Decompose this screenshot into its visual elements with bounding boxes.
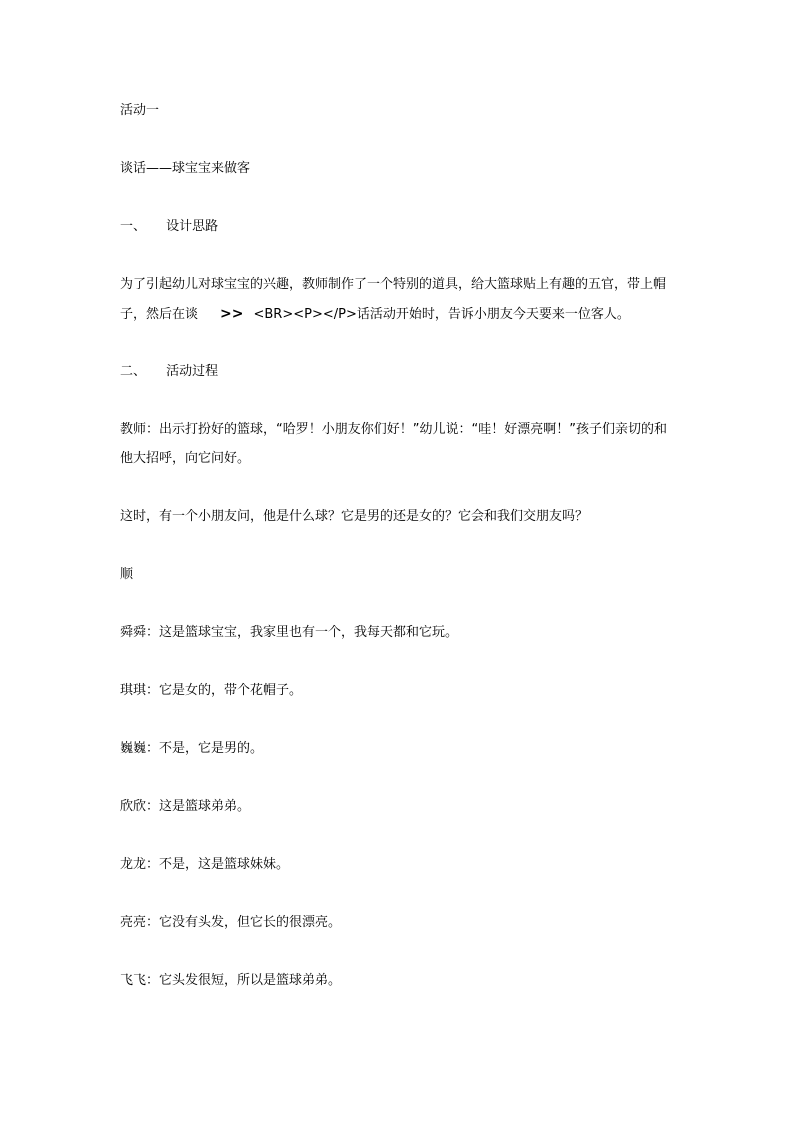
dialogue-line: 飞飞：它头发很短，所以是篮球弟弟。 <box>120 973 342 988</box>
html-tag-text: <BR><P></P> <box>253 307 357 322</box>
process-paragraph-line-2: 他大招呼，向它问好。 <box>120 451 251 466</box>
heading-text: 活动过程 <box>166 364 219 379</box>
process-paragraph-line-1: 教师：出示打扮好的篮球，“哈罗！小朋友你们好！”幼儿说：“哇！好漂亮啊！”孩子们亲切的和 <box>120 422 667 437</box>
dialogue-line: 欣欣：这是篮球弟弟。 <box>120 799 251 814</box>
heading-number: 一、 <box>120 219 147 234</box>
section-title: 活动一 <box>120 103 160 118</box>
heading-number: 二、 <box>120 364 147 379</box>
double-arrow-glyph: >> <box>220 306 244 322</box>
design-paragraph-text-pre: 子，然后在谈 <box>120 307 199 322</box>
question-paragraph: 这时，有一个小朋友问，他是什么球？它是男的还是女的？它会和我们交朋友吗？ <box>120 509 589 524</box>
dialogue-line: 巍巍：不是，它是男的。 <box>120 741 264 756</box>
fragment-text: 顺 <box>120 567 134 582</box>
design-paragraph-text-post: 话活动开始时，告诉小朋友今天要来一位客人。 <box>356 307 630 322</box>
dialogue-line: 舜舜：这是篮球宝宝，我家里也有一个，我每天都和它玩。 <box>120 625 459 640</box>
dialogue-line: 亮亮：它没有头发，但它长的很漂亮。 <box>120 915 342 930</box>
heading-activity-process <box>120 363 680 381</box>
heading-design-idea <box>120 218 680 236</box>
heading-text: 设计思路 <box>166 219 219 234</box>
design-paragraph-line-1: 为了引起幼儿对球宝宝的兴趣，教师制作了一个特别的道具，给大篮球贴上有趣的五官，带上帽 <box>120 277 667 292</box>
dialogue-line: 龙龙：不是，这是篮球妹妹。 <box>120 857 290 872</box>
activity-subtitle: 谈话——球宝宝来做客 <box>120 161 251 176</box>
design-paragraph-line-2 <box>120 305 680 324</box>
dialogue-line: 琪琪：它是女的，带个花帽子。 <box>120 683 303 698</box>
